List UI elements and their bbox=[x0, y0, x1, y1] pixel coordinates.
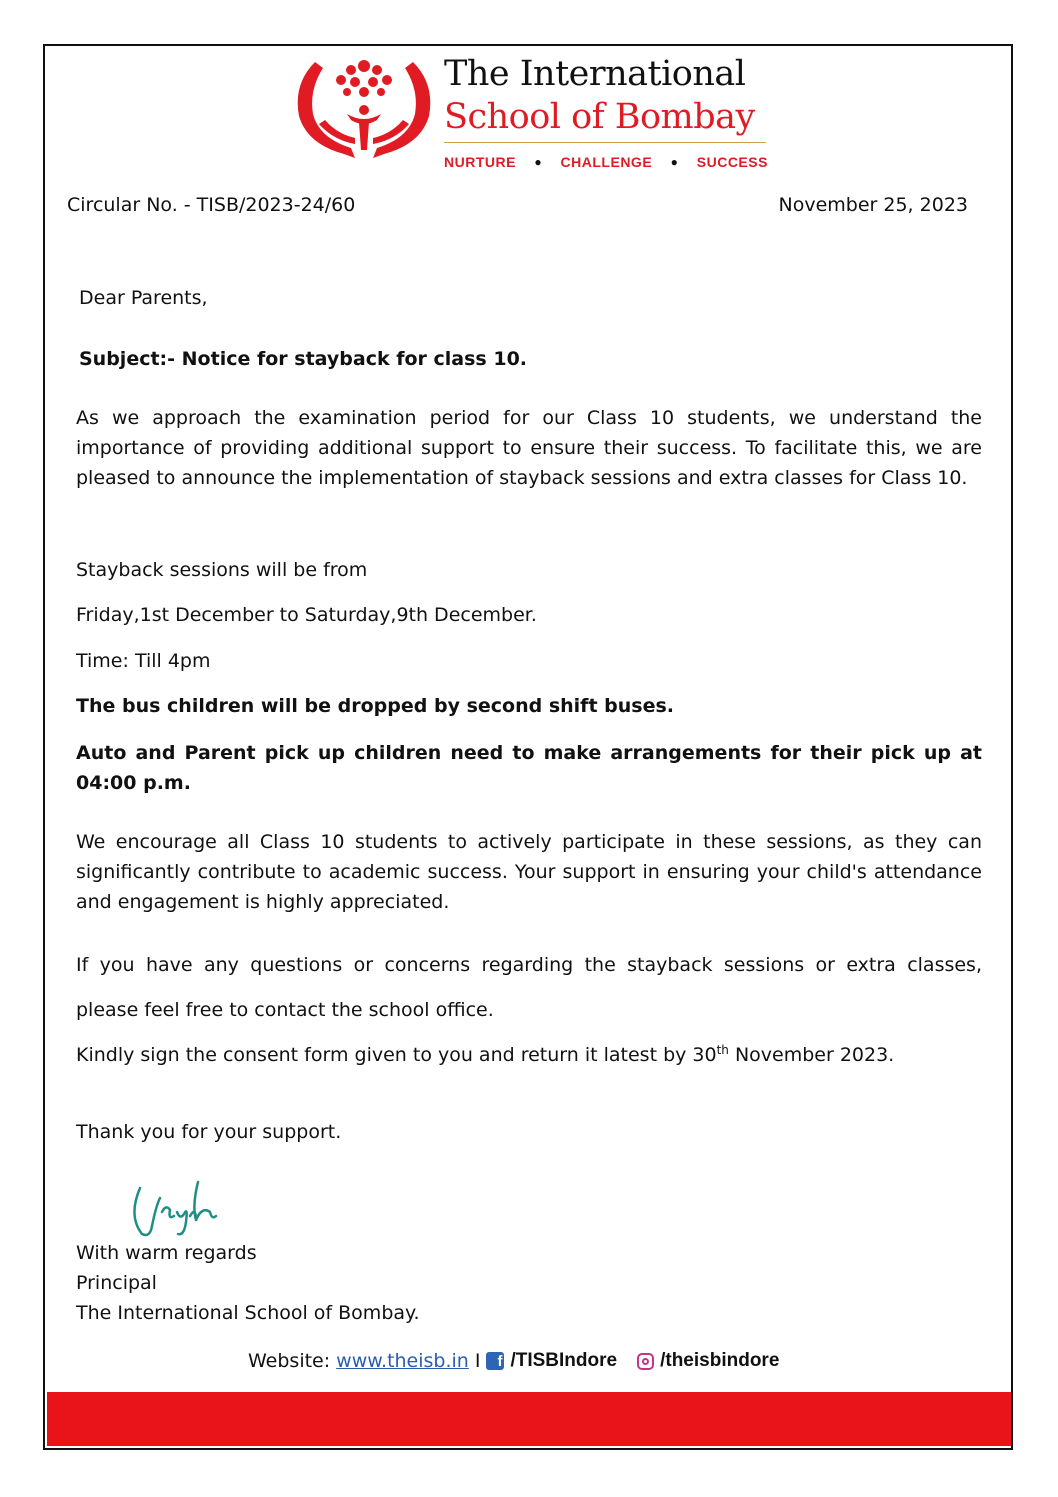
consent-line bbox=[76, 1040, 982, 1070]
signatory-org: The International School of Bombay. bbox=[76, 1302, 420, 1324]
circular-date: November 25, 2023 bbox=[778, 194, 968, 216]
facebook-icon: f bbox=[486, 1352, 504, 1370]
instagram-icon bbox=[637, 1353, 654, 1370]
instagram-handle[interactable]: /theisbindore bbox=[660, 1350, 780, 1371]
subject-line: Subject:- Notice for stayback for class 10. bbox=[79, 348, 528, 370]
intro-paragraph: As we approach the examination period for our Class 10 students, we understand the importance of providing additional support to ensure their success. To facilitate this, we are pleased to announce the implementation of stayback sessions and extra classes for Class 10. bbox=[76, 407, 982, 489]
footer-separator: I bbox=[474, 1350, 481, 1372]
facebook-handle[interactable]: /TISBIndore bbox=[510, 1350, 618, 1371]
school-logo-emblem bbox=[289, 54, 439, 166]
questions-line-1: If you have any questions or concerns regarding the stayback sessions or extra classes, bbox=[76, 954, 982, 976]
sessions-dates: Friday,1st December to Saturday,9th December. bbox=[76, 604, 537, 626]
questions-line-2: please feel free to contact the school office. bbox=[76, 999, 494, 1021]
encourage-paragraph: We encourage all Class 10 students to actively participate in these sessions, as they can significantly contribute to academic success. Your support in ensuring your child's attendance and engagement is highly appreciated. bbox=[76, 831, 982, 913]
bus-note: The bus children will be dropped by second shift buses. bbox=[76, 695, 674, 717]
signatory-title: Principal bbox=[76, 1272, 157, 1294]
tagline-word: SUCCESS bbox=[696, 154, 768, 170]
pickup-note: Auto and Parent pick up children need to make arrangements for their pick up at 04:00 p.m. bbox=[76, 742, 982, 794]
tagline bbox=[444, 154, 768, 170]
consent-text: Kindly sign the consent form given to you and return it latest by 30 bbox=[76, 1044, 717, 1066]
salutation: Dear Parents, bbox=[79, 287, 208, 309]
bullet-icon: ● bbox=[670, 155, 679, 169]
circular-number: Circular No. - TISB/2023-24/60 bbox=[67, 194, 356, 216]
bullet-icon: ● bbox=[534, 155, 543, 169]
footer-red-bar bbox=[47, 1392, 1011, 1446]
consent-superscript: th bbox=[716, 1043, 729, 1057]
school-name-line2: School of Bombay bbox=[444, 97, 755, 137]
school-name-line1: The International bbox=[444, 54, 746, 94]
principal-signature bbox=[122, 1176, 242, 1246]
logo-divider bbox=[444, 142, 766, 143]
session-time: Time: Till 4pm bbox=[76, 650, 211, 672]
website-label: Website: bbox=[248, 1350, 331, 1372]
closing: With warm regards bbox=[76, 1242, 257, 1264]
tagline-word: CHALLENGE bbox=[560, 154, 653, 170]
tagline-word: NURTURE bbox=[444, 154, 516, 170]
sessions-intro: Stayback sessions will be from bbox=[76, 559, 368, 581]
thanks-line: Thank you for your support. bbox=[76, 1121, 342, 1143]
footer-contact-final bbox=[248, 1346, 779, 1376]
website-link[interactable]: www.theisb.in bbox=[336, 1350, 469, 1372]
consent-text-end: November 2023. bbox=[728, 1044, 895, 1066]
